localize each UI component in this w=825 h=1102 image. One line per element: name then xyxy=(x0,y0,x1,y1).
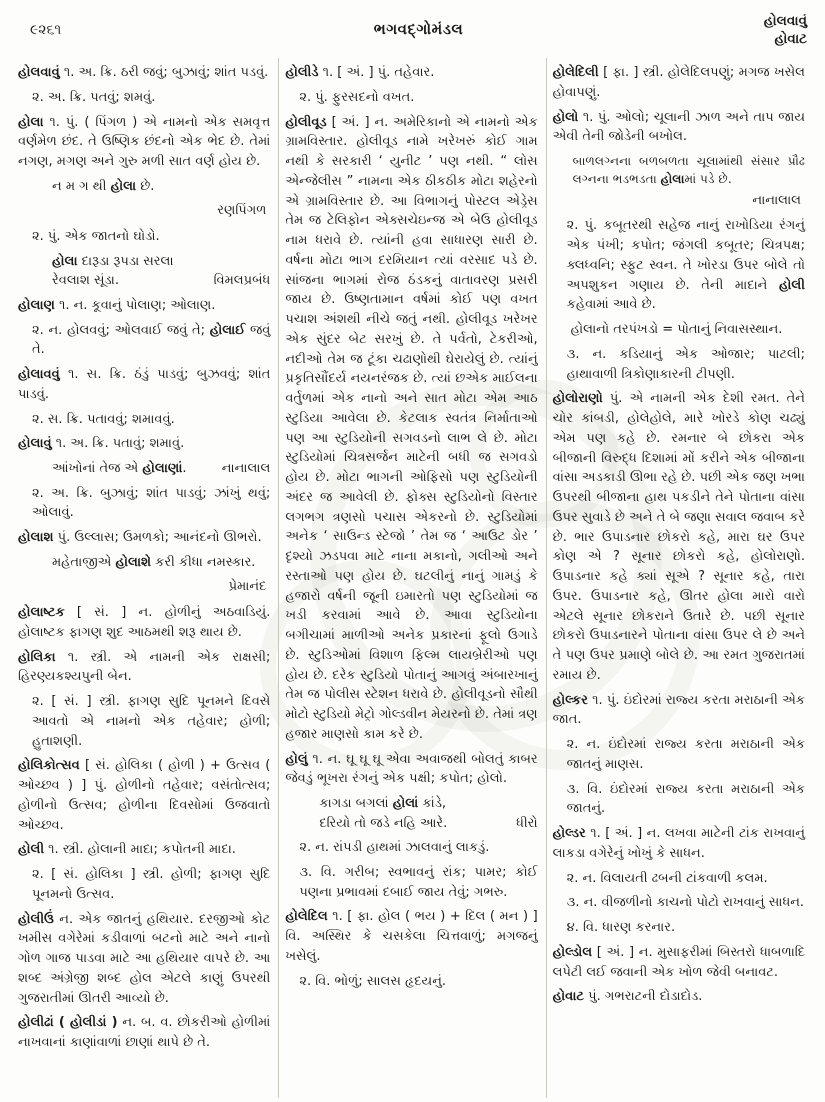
headword: હોલવાવું xyxy=(18,65,60,80)
headword: હોલાષ્ટક xyxy=(18,605,65,620)
guide-words xyxy=(647,12,813,48)
headword: હોલાવવું xyxy=(18,367,60,382)
text-columns xyxy=(12,58,813,1098)
verse-line: હોલા દારૂડા રૂપડા સરલા xyxy=(52,253,174,269)
quote-citation xyxy=(573,152,805,189)
headword: હોલીડે xyxy=(285,65,319,80)
dictionary-entry: હોલીડે ૧. [ અં. ] પું. તહેવાર. xyxy=(285,65,435,80)
dictionary-entry: હોલાવવું ૧. સ. ક્રિ. ઠંડું પાડવું; બુઝવવું; શાંત પાડવું. xyxy=(18,367,271,402)
headword: હોલ્ડોલ xyxy=(552,944,593,960)
dictionary-entry: હોલું ૧. ન. ઘૂ ઘૂ ઘૂ એવા અવાજથી બોલતું કાબર જેવડું ભૂખરા રંગનું એક પક્ષી; કપોત; હોલો. xyxy=(285,751,538,787)
sense-item: ૨. [ સં. હોલિકા ] સ્ત્રી. હોળી; ફાગણ સુદિ પૂનમનો ઉત્સવ. xyxy=(32,867,271,902)
headword: હોલેદિલ xyxy=(285,909,328,925)
dictionary-entry: હોલિકા ૧. સ્ત્રી. એ નામની એક રાક્ષસી; હિરણ્યકશ્યપુની બેન. xyxy=(18,649,271,685)
dictionary-entry: હોલી ૧. સ્ત્રી. હોલાની માદા; કપોતની માદા. xyxy=(18,842,236,858)
sense-item: ૩. ન. વીજળીનો કાચનો પોટો રાખવાનું સાધન. xyxy=(566,895,805,911)
sense-item: ૨. પું. ફુરસદનો વખત. xyxy=(299,89,415,105)
verse-line: કાગડા બગલાં હોલાં કાંડે, xyxy=(319,796,446,811)
sense-item: ૨. વિ. ભોળું; સાલસ હૃદયનું. xyxy=(299,973,447,989)
column-2 xyxy=(278,58,545,1098)
dictionary-entry: હોલો ૧. પું. ઓલો; ચૂલાની ઝાળ અને તાપ જાય એવી તેની જોડેની બખોલ. xyxy=(552,109,805,145)
column-1 xyxy=(12,58,278,1098)
sense-item: ૨. [ સં. ] સ્ત્રી. ફાગણ સુદિ પૂનમને દિવસે આવતો એ નામનો એક તહેવાર; હોળી; હુતાશણી. xyxy=(32,694,271,749)
dictionary-entry: હોવાટ પું. ગભરાટની દોડાદોડ. xyxy=(552,989,703,1005)
headword: હોલી xyxy=(18,842,45,858)
headword: હોલ્ડર xyxy=(552,826,586,842)
sense-item: ૩. ન. કડિયાનું એક ઓજાર; પાટલી; હાથાવાળી ત્રિકોણાકારની ટીપણી. xyxy=(566,346,805,382)
page-number: ૯૨૬૧ xyxy=(30,22,62,38)
headword: હોલો xyxy=(552,109,579,125)
dictionary-entry: હોલ્કર ૧. પું. ઇંદોરમાં રાજ્ય કરતા મરાઠાની એક જાત. xyxy=(552,692,805,728)
dictionary-entry: હોલ્ડોલ [ અં. ] ન. મુસાફરીમાં બિસ્તરો ધાબળાદિ લપેટી લઈ જવાની એક ખોળ જેવી બનાવટ. xyxy=(552,944,805,980)
attribution: નાનાલાલ xyxy=(221,461,271,476)
dictionary-entry: હોલાણ ૧. ન. કૂવાનું પોલાણ; ઓલાણ. xyxy=(18,297,216,313)
dictionary-entry: હોલા ૧. પું. ( પિંગળ ) એ નામનો એક સમવૃત્ત વર્ણમેળ છંદ. તે ઉષ્ણિક છંદનો એક ભેદ છે. તેમાં નગણ, મગણ અને ગુરુ મળી સાત વર્ણ હોય છે. xyxy=(18,114,271,169)
dictionary-entry: હોલેદિલી [ ફા. ] સ્ત્રી. હોલેદિલપણું; મગજ ખસેલ હોવાપણું. xyxy=(552,65,805,100)
dictionary-entry: હોલાશ પું. ઉલ્લાસ; ઉમળકો; આનંદનો ઊભરો. xyxy=(18,530,262,545)
headword: હોલ્કર xyxy=(552,692,588,708)
headword: હોલાણ xyxy=(18,297,55,313)
sense-item: ૨. પું. કબૂતરથી સહેજ નાનું રાખોડિયા રંગનું એક પંખી; કપોત; જંગલી કબૂતર; ચિત્રપક્ષ; ક્લધ્વનિ; સ્ફુટ સ્વન. તે ખોરડા ઉપર બોલે તો અપશુકન ગણાય છે. તેની માદાને હોલી કહેવામાં આવે છે. xyxy=(566,218,805,313)
attribution: વિમલપ્રબંધ xyxy=(213,273,271,289)
headword: હોલું xyxy=(285,751,308,767)
sense-item: ૨. અ. ક્રિ. પતવું; શમવું. xyxy=(32,89,156,105)
headword: હોલેદિલી xyxy=(552,65,599,80)
verse-citation xyxy=(52,177,270,197)
verse-line: બાળલગ્નના બળબળતા ચૂલામાંથી સંસાર પ્રૌઢ લગ્નના ભડભડતા હોલામાં પડે છે. xyxy=(572,154,805,187)
dictionary-entry: હોલીઉં ન. એક જાતનું હથિયાર. દરજીઓ કોટ ખમીસ વગેરેમાં કડીવાળાં બટનો માટે અને નાનો ગોળ ગાજ પાડવા માટે આ હથિયાર વાપરે છે. આ શબ્દ અંગ્રેજી શબ્દ હોલ એટલે કાણું ઉપરથી ગુજરાતીમાં ઊતરી આવ્યો છે. xyxy=(18,911,271,1006)
page-title: ભગવદ્ગોમંડલ xyxy=(373,20,464,38)
column-3 xyxy=(546,58,813,1098)
verse-line: રેવલાશ સૂંડા. વિમલપ્રબંધ xyxy=(52,271,270,291)
dictionary-entry: હોલેદિલ ૧. [ ફા. હોલ ( ભય ) + દિલ ( મન ) ] વિ. અસ્થિર કે ચસકેલા ચિત્તવાળું; મગજનું ખસેલું. xyxy=(285,909,538,964)
headword: હોલોરાણો xyxy=(552,391,603,407)
verse-citation xyxy=(52,459,270,479)
guide-word-top: હોલવાવું xyxy=(763,13,807,29)
dictionary-entry: હોલીવૂડ [ અં. ] ન. અમેરિકાનો એ નામનો એક ગ્રામવિસ્તાર. હોલીવૂડ નામે ખરેખરું કોઈ ગામ નથી કે સરકારી ‘ યુનીટ ’ પણ નથી. “ લોસ એન્જેલીસ ” નામના એક ઠીકઠીક મોટા શહેરનો એ ગ્રામવિસ્તાર છે. આ વિભાગનું પોસ્ટલ એડ્રેસ તેમ જ ટેલિફોન એક્સચેઇન્જ એ બેઉ હોલીવૂડ નામ ધરાવે છે. ત્યાંની હવા સાધારણ સારી છે. વર્ષના મોટા ભાગ દરમિયાન ત્યાં વરસાદ પડે છે. સાંજના ભાગમાં રોજ ઠંડકનું વાતાવરણ પ્રસરી જાય છે. ઉષ્ણતામાન વર્ષમાં કોઈ પણ વખત પચાશ અંશથી નીચે જતું નથી. હોલીવૂડ ખરેખર એક સુંદર બેટ સરખું છે. તે પર્વતો, ટેકરીઓ, નદીઓ તેમ જ ટૂંકા ચઢાણોથી ઘેરાયેલું છે. ત્યાંનું પ્રકૃતિસૌંદર્ય નયનરંજક છે. ત્યાં છએક માઈલના વર્તુળમાં એક નાનો અને સાત મોટા એમ આઠ સ્ટુડિયા આવેલા છે. કેટલાક સ્વતંત્ર નિર્માતાઓ પણ આ સ્ટુડિયોની સગવડનો લાભ લે છે. મોટા સ્ટુડિયોમાં ચિત્રસર્જન માટેની બધી જ સગવડો હોય છે. મોટા ભાગની ઓફિસો પણ સ્ટુડિયોની અંદર જ આવેલી છે. ફોક્સ સ્ટુડિયોનો વિસ્તાર લગભગ ત્રણસો પચાસ એકરનો છે. સ્ટુડિયોમાં અનેક ‘ સાઉન્ડ સ્ટેજો ’ તેમ જ ‘ આઉટ ડોર ’ દૃશ્યો ઝડપવા માટે નાના મકાનો, ગલીઓ અને રસ્તાઓ પણ હોય છે. ઘટલીનું નાનું ગામડું કે હજારો વર્ષની જૂની ઇમારતો પણ સ્ટુડિયોમાં જ ખડી કરવામાં આવે છે. આવા સ્ટુડિયોના બગીચામાં માળીઓ અનેક પ્રકારનાં ફૂલો ઉગાડે છે. સ્ટુડિઓમાં વિશાળ ફિલ્મ લાયબ્રેરીઓ પણ હોય છે. દરેક સ્ટુડિયો પોતાનું આગવું અંબારખાનું તેમ જ પોલીસ સ્ટેશન ધરાવે છે. હોલીવૂડનો સૌથી મોટો સ્ટુડિયો મેટ્રો ગોલ્ડવીન મેયરનો છે. તેમાં ત્રણ હજાર માણસો કામ કરે છે. xyxy=(285,114,538,742)
attribution: ધીરો xyxy=(516,815,538,831)
sense-item: ૩. વિ. ગરીબ; સ્વભાવનું રાંક; પામર; કોઈ પણના પ્રભાવમાં દબાઈ જાય તેવું; ગભરુ. xyxy=(299,864,538,900)
headword: હોલાશ xyxy=(18,530,54,545)
dictionary-entry: હોલવાવું ૧. અ. ક્રિ. ઠરી જવું; બુઝાવું; શાંત પડવું. xyxy=(18,65,269,80)
verse-citation xyxy=(319,794,537,833)
headword: હોલા xyxy=(18,114,44,130)
headword: હોલીઉં xyxy=(18,911,54,927)
sense-item: ૨. ન. રાંપડી હાથમાં ઝાલવાનું લાકડું. xyxy=(299,840,490,855)
verse-line: આંખોનાં તેજ એ હોલાણાં. નાનાલાલ xyxy=(52,459,270,479)
guide-word-bottom: હોવાટ xyxy=(774,31,807,48)
headword: હોલિકોત્સવ xyxy=(18,758,80,774)
attribution: પ્રેમાનંદ xyxy=(228,579,267,595)
sense-item: ૨. ન. હોલવવું; ઓલવાઈ જવું તે; હોલાઈ જવું તે. xyxy=(32,322,271,358)
headword: હોલીવૂડ xyxy=(285,114,327,130)
sense-item: ૨. સ. ક્રિ. પતાવવું; શમાવવું. xyxy=(32,411,175,427)
sense-item: ૨. પું. એક જાતનો ઘોડો. xyxy=(32,229,160,244)
dictionary-entry: હોલોરાણો પું. એ નામની એક દેશી રમત. તેને ચોર કાંબડી, હોલેહોલે, મારે ખોરડે કોણ ચઢ્યું એમ પણ કહે છે. રમનાર બે છોકરા એક બીજાની વિરુદ્ધ દિશામાં મોં કરીને એક બીજાના વાંસા અડકાડી ઊભા રહે છે. પછી એક જણ ખભા ઉપરથી બીજાના હાથ પકડીને તેને પોતાના વાંસા ઉપર સુવાડે છે અને તે બે જણા સવાલ જવાબ કરે છે. ભાર ઉપાડનાર છોકરો કહે, મારા ઘર ઉપર કોણ એ ? સૂનાર છોકરો કહે, હોલોરાણો. ઉપાડનાર કહે ક્યાં સૂએ ? સૂનાર કહે, તારા ઉપર. ઉપાડનાર કહે, ઊતર હોલા મારો વારો એટલે સૂનાર છોકરાને ઉતારે છે. પછી સૂનાર છોકરો ઉપાડનારને પોતાના વાંસા ઉપર લે છે અને તે પણ ઉપર પ્રમાણે બોલે છે. આ રમત ગુજરાતમાં રમાય છે. xyxy=(552,391,805,683)
dictionary-entry: હોલિકોત્સવ [ સં. હોલિકા ( હોળી ) + ઉત્સવ ( ઓચ્છવ ) ] પું. હોળીનો તહેવાર; વસંતોત્સવ; હોળીનો ઉત્સવ; હોળીના દિવસોમાં ઉજવાતો ઓચ્છવ. xyxy=(18,758,271,833)
sense-item: ૨. ન. ઇંદોરમાં રાજ્ય કરતા મરાઠાની એક જાતનું માણસ. xyxy=(566,737,805,772)
dictionary-entry: હોલીઢાં ( હોલીડાં ) ન. બ. વ. છોકરીઓ હોળીમાં નાખવાનાં કાણાંવાળાં છાણાં થાપે છે તે. xyxy=(18,1015,271,1050)
dictionary-entry: હોલ્ડર ૧. [ અં. ] ન. લખવા માટેની ટાંક રાખવાનું લાકડા વગેરેનું ખોખું કે સાધન. xyxy=(552,826,805,861)
headword: હોલાવું xyxy=(18,436,52,452)
headword: હોલીઢાં ( હોલીડાં ) xyxy=(18,1015,118,1031)
page-header xyxy=(12,12,813,58)
verse-citation xyxy=(52,553,270,573)
verse-line: મહેતાજીએ હોલાશે કરી કીધા નમસ્કાર. xyxy=(52,554,256,570)
attribution: નાનાલાલ xyxy=(752,192,801,208)
verse-line: દરિયો તો જડે નહિ આરે. ધીરો xyxy=(319,814,537,834)
attribution: રણપિંગળ xyxy=(217,203,267,219)
dictionary-entry: હોલાષ્ટક [ સં. ] ન. હોળીનું અઠવાડિયું. હોલાષ્ટક ફાગણ શુદ આઠમથી શરૂ થાય છે. xyxy=(18,605,271,640)
idiom-line: હોલાનો તરપંખડો = પોતાનું નિવાસસ્થાન. xyxy=(570,322,783,338)
sense-item: ૨. ન. વિલાયતી ઢબની ટાંકવાળી કલમ. xyxy=(566,870,768,886)
headword: હોવાટ xyxy=(552,989,584,1005)
sense-item: ૪. વિ. ધારણ કરનાર. xyxy=(566,920,676,936)
verse-line: ન મ ગ થી હોલા છે. xyxy=(52,178,155,194)
sense-item: ૨. અ. ક્રિ. બુઝાવું; શાંત પાડવું; ઝાંખું થવું; ઓલાવું. xyxy=(32,485,271,521)
verse-citation xyxy=(52,252,270,291)
headword: હોલિકા xyxy=(18,649,56,665)
dictionary-entry: હોલાવું ૧. અ. ક્રિ. પતાવું; શમાવું. xyxy=(18,436,185,452)
sense-item: ૩. વિ. ઇંદોરમાં રાજ્ય કરતા મરાઠાની એક જાતનું. xyxy=(566,781,805,817)
